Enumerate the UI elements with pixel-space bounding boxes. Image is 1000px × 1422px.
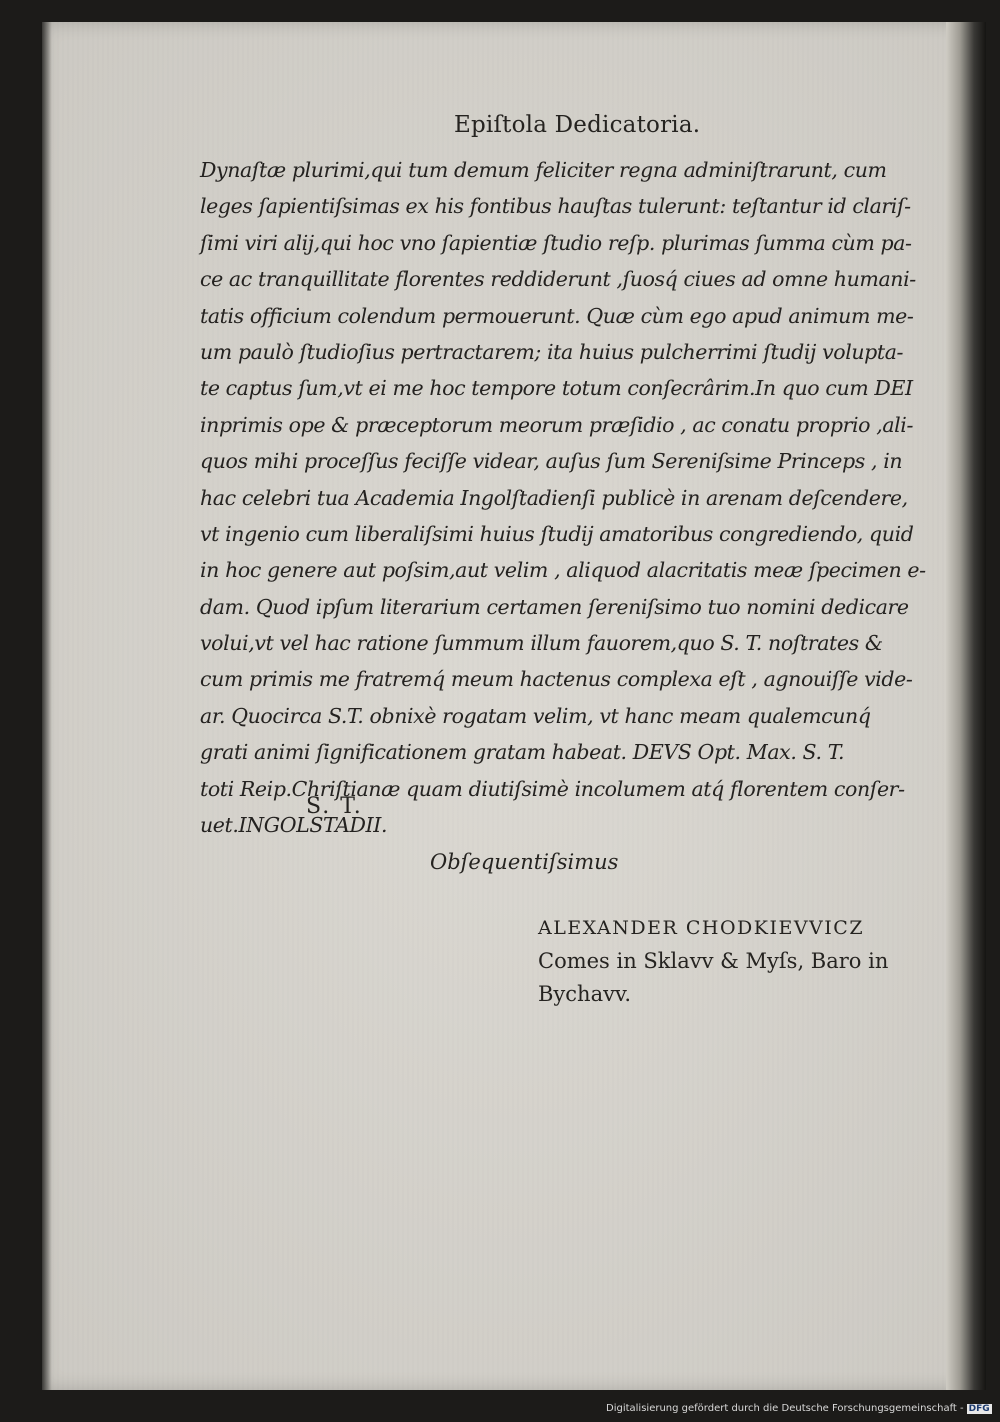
- page-left-edge: [42, 22, 52, 1390]
- text-line: te captus ſum,vt ei me hoc tempore totum conſecrârim.In quo cum DEI: [200, 376, 913, 401]
- text-line: Dynaſtæ plurimi,qui tum demum feliciter regna adminiſtrarunt, cum: [200, 158, 887, 182]
- signature-title: Comes in Sklavv & Myſs, Baro in: [538, 949, 889, 973]
- dfg-logo: DFG: [968, 1404, 990, 1414]
- text-line: vt ingenio cum liberaliſsimi huius ſtudij amatoribus congrediendo, quid: [200, 521, 914, 546]
- digitization-footer: [606, 1403, 992, 1414]
- footer-text: Digitalisierung gefördert durch die Deutsche Forschungsgemeinschaft -: [606, 1403, 964, 1414]
- text-line: tatis officium colendum permouerunt. Quæ cùm ego apud animum me-: [200, 303, 914, 328]
- text-line: quos mihi proceſſus feciſſe videar, auſus ſum Sereniſsime Princeps , in: [200, 449, 903, 474]
- text-line: grati animi ſignificationem gratam habeat. DEVS Opt. Max. S. T.: [200, 740, 845, 765]
- text-line: ar. Quocirca S.T. obnixè rogatam velim, vt hanc meam qualemcunq́: [200, 703, 871, 728]
- text-line: volui,vt vel hac ratione ſummum illum fauorem,quo S. T. noſtrates &: [200, 631, 883, 656]
- text-line: uet.INGOLSTADII.: [200, 813, 388, 838]
- salutation: S. T.: [306, 794, 363, 819]
- signature-name: ALEXANDER CHODKIEVVICZ: [538, 917, 865, 939]
- text-line: hac celebri tua Academia Ingolſtadienſi publicè in arenam deſcendere,: [200, 485, 908, 510]
- text-line: dam. Quod ipſum literarium certamen ſereniſsimo tuo nomini dedicare: [200, 594, 909, 619]
- book-binding-shadow: [946, 22, 986, 1390]
- text-line: ce ac tranquillitate florentes reddiderunt ,ſuosq́ ciues ad omne humani-: [200, 267, 916, 292]
- text-line: inprimis ope & præceptorum meorum præſidio , ac conatu proprio ,ali-: [200, 412, 913, 437]
- text-line: leges ſapientiſsimas ex his fontibus hauſtas tulerunt: teſtantur id clariſ-: [200, 194, 911, 219]
- text-line: cum primis me fratremq́ meum hactenus complexa eſt , agnouiſſe vide-: [200, 667, 913, 692]
- running-header: Epiſtola Dedicatoria.: [454, 112, 701, 138]
- signature-place: Bychavv.: [538, 982, 632, 1006]
- text-line: in hoc genere aut poſsim,aut velim , aliquod alacritatis meæ ſpecimen e-: [200, 558, 926, 583]
- text-line: toti Reip.Chriſtianæ quam diutiſsimè incolumem atq́ florentem conſer-: [200, 776, 905, 801]
- dedication-text: [200, 152, 940, 843]
- text-line: ſimi viri alij,qui hoc vno ſapientiæ ſtudio reſp. plurimas ſumma cùm pa-: [200, 230, 912, 255]
- closing-phrase: Obſequentiſsimus: [430, 850, 619, 874]
- text-line: um paulò ſtudioſius pertractarem; ita huius pulcherrimi ſtudij volupta-: [200, 339, 904, 364]
- signature-block: [538, 912, 888, 1011]
